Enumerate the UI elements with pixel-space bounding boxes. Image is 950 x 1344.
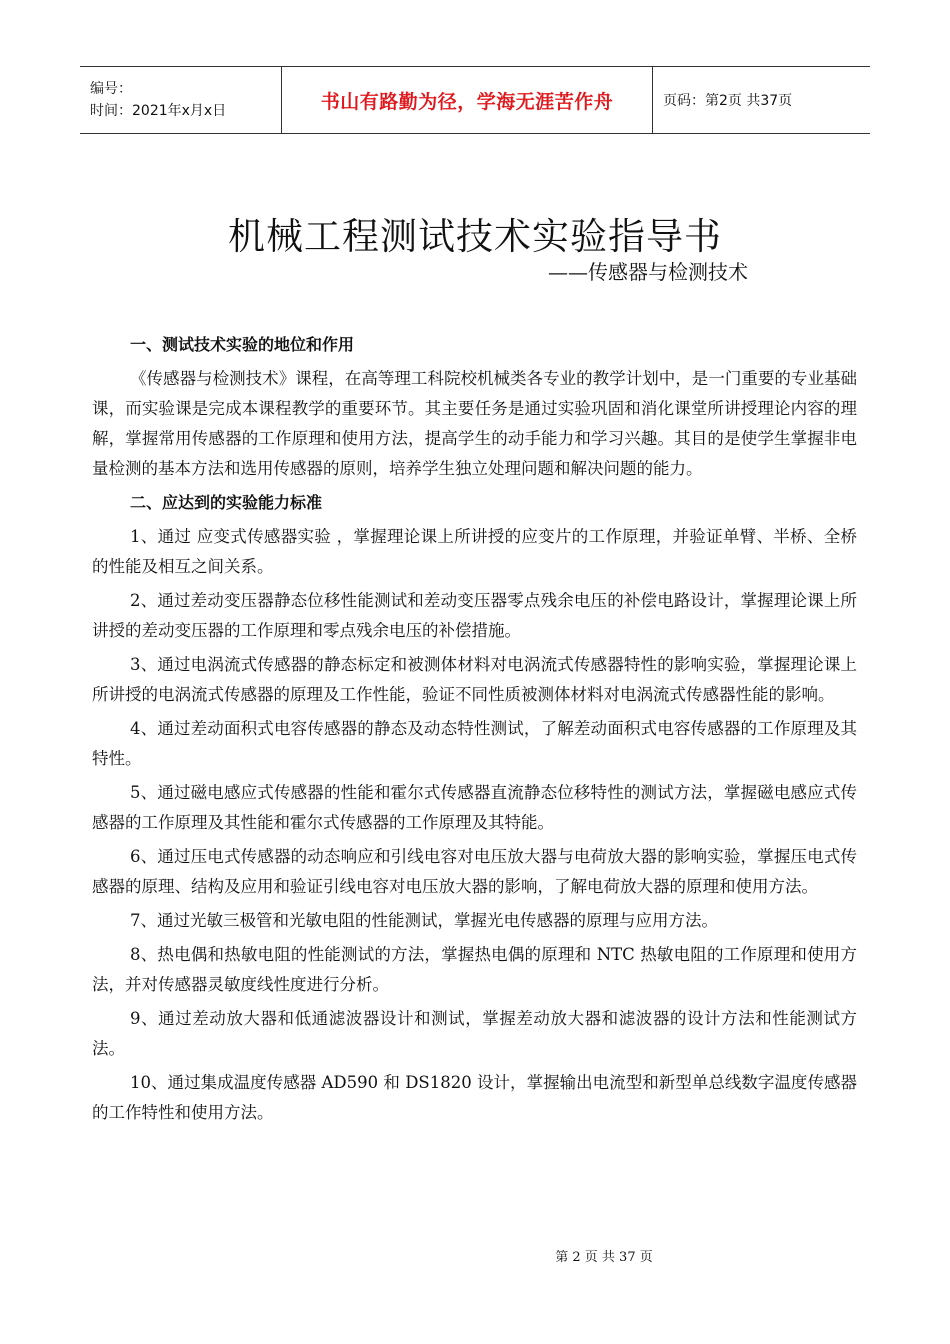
section-heading: 二、应达到的实验能力标准	[130, 493, 323, 512]
document-number-label: 编号：	[90, 81, 132, 97]
list-item: 5、通过磁电感应式传感器的性能和霍尔式传感器直流静态位移特性的测试方法，掌握磁电感应式传感器的工作原理及其性能和霍尔式传感器的工作原理及其特能。	[92, 783, 857, 832]
page-footer: 第 2 页 共 37 页	[555, 1250, 653, 1265]
list-item: 4、通过差动面积式电容传感器的静态及动态特性测试，了解差动面积式电容传感器的工作原理及其特性。	[92, 719, 857, 768]
document-subtitle: ——传感器与检测技术	[548, 260, 748, 284]
list-item: 10、通过集成温度传感器 AD590 和 DS1820 设计，掌握输出电流型和新型单总线数字温度传感器的工作特性和使用方法。	[92, 1073, 857, 1122]
list-item: 8、热电偶和热敏电阻的性能测试的方法，掌握热电偶的原理和 NTC 热敏电阻的工作原理和使用方法，并对传感器灵敏度线性度进行分析。	[92, 945, 857, 994]
list-item: 1、通过 应变式传感器实验 ，掌握理论课上所讲授的应变片的工作原理，并验证单臂、半桥、全桥的性能及相互之间关系。	[92, 527, 857, 576]
section-2	[92, 488, 857, 1128]
paragraph: 《传感器与检测技术》课程，在高等理工科院校机械类各专业的教学计划中，是一门重要的专业基础课，而实验课是完成本课程教学的重要环节。其主要任务是通过实验巩固和消化课堂所讲授理论内容的理解，掌握常用传感器的工作原理和使用方法，提高学生的动手能力和学习兴趣。其目的是使学生掌握非电量检测的基本方法和选用传感器的原则，培养学生独立处理问题和解决问题的能力。	[92, 369, 857, 478]
document-time-label: 时间：2021年x月x日	[90, 103, 227, 119]
section-1	[92, 330, 857, 484]
document-title: 机械工程测试技术实验指导书	[228, 215, 722, 258]
list-item: 6、通过压电式传感器的动态响应和引线电容对电压放大器与电荷放大器的影响实验，掌握压电式传感器的原理、结构及应用和验证引线电容对电压放大器的影响，了解电荷放大器的原理和使用方法。	[92, 847, 857, 896]
list-item: 3、通过电涡流式传感器的静态标定和被测体材料对电涡流式传感器特性的影响实验，掌握理论课上所讲授的电涡流式传感器的原理及工作性能，验证不同性质被测体材料对电涡流式传感器性能的影响。	[92, 655, 857, 704]
header-page-info: 页码：第2页 共37页	[663, 93, 793, 109]
document-body	[92, 330, 857, 1132]
list-item: 7、通过光敏三极管和光敏电阻的性能测试，掌握光电传感器的原理与应用方法。	[130, 911, 718, 930]
list-item: 2、通过差动变压器静态位移性能测试和差动变压器零点残余电压的补偿电路设计，掌握理论课上所讲授的差动变压器的工作原理和零点残余电压的补偿措施。	[92, 591, 857, 640]
header-motto-cell	[281, 67, 653, 133]
header-meta-cell	[80, 67, 281, 133]
section-heading: 一、测试技术实验的地位和作用	[130, 335, 355, 354]
page-header-table	[80, 66, 870, 134]
header-motto: 书山有路勤为径，学海无涯苦作舟	[320, 90, 614, 113]
header-page-cell	[653, 67, 870, 133]
list-item: 9、通过差动放大器和低通滤波器设计和测试，掌握差动放大器和滤波器的设计方法和性能测试方法。	[92, 1009, 857, 1058]
